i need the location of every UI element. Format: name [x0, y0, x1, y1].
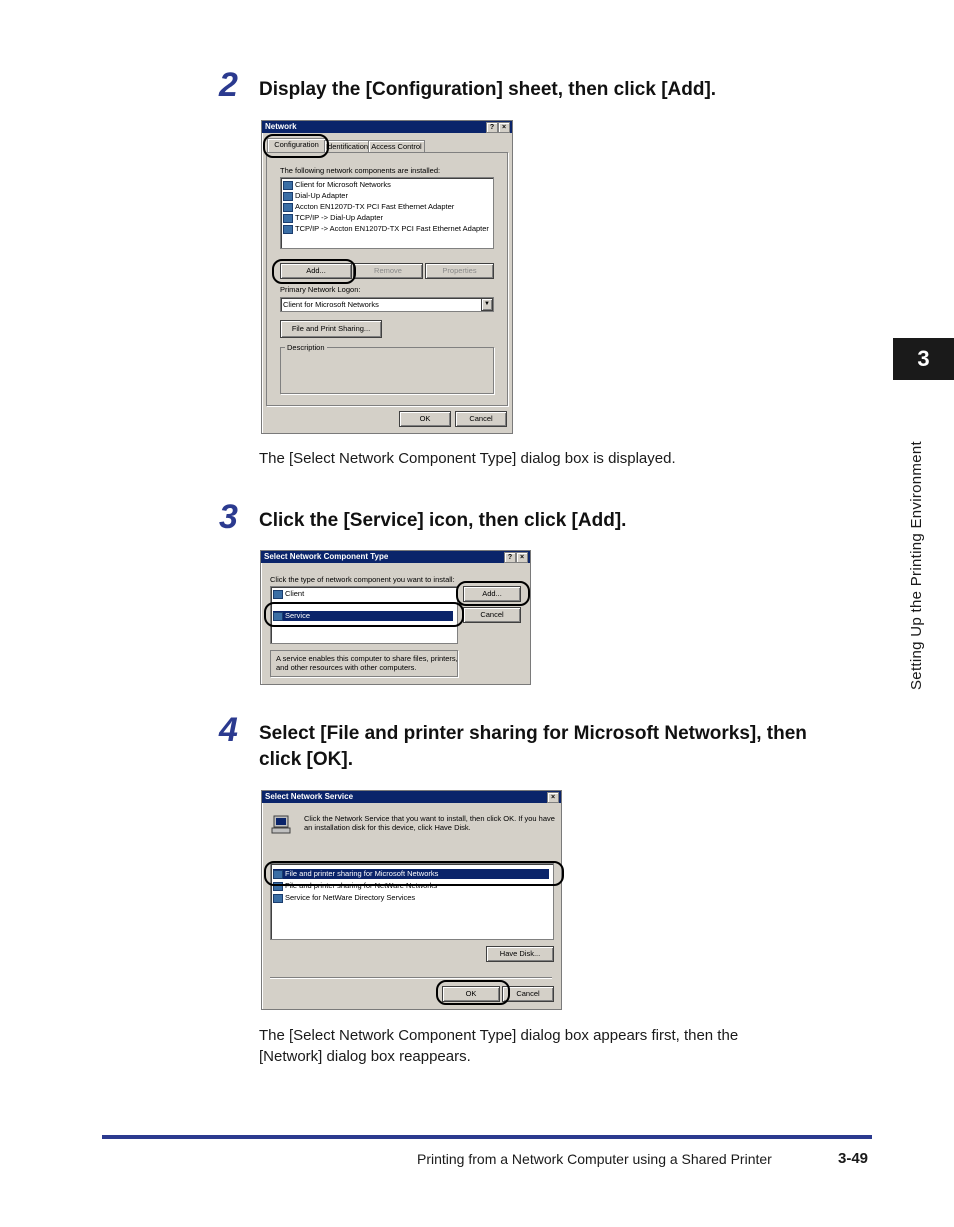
- protocol-icon: [283, 214, 293, 223]
- logon-value: Client for Microsoft Networks: [283, 300, 379, 309]
- step-result-text: The [Select Network Component Type] dialog box appears first, then the: [259, 1027, 739, 1044]
- add-button[interactable]: Add...: [280, 263, 352, 279]
- footer-section-title: Printing from a Network Computer using a Shared Printer: [417, 1151, 772, 1167]
- list-item[interactable]: Accton EN1207D-TX PCI Fast Ethernet Adapter: [283, 202, 454, 212]
- components-label: The following network components are installed:: [280, 166, 441, 175]
- remove-button[interactable]: Remove: [353, 263, 423, 279]
- have-disk-button[interactable]: Have Disk...: [486, 946, 554, 962]
- step-number: 4: [219, 711, 238, 749]
- list-item-client[interactable]: Client: [273, 589, 453, 599]
- ok-button[interactable]: OK: [442, 986, 500, 1002]
- step-title: Display the [Configuration] sheet, then click [Add].: [259, 79, 717, 100]
- dialog-title: Network: [265, 122, 297, 131]
- list-item[interactable]: TCP/IP -> Accton EN1207D-TX PCI Fast Ethernet Adapter: [283, 224, 489, 234]
- client-icon: [273, 590, 283, 599]
- list-item[interactable]: Client for Microsoft Networks: [283, 180, 391, 190]
- instruction-line: an installation disk for this device, click Have Disk.: [304, 823, 471, 832]
- highlight-file-printer-sharing: [264, 861, 564, 886]
- chevron-down-icon[interactable]: ▼: [481, 298, 493, 311]
- list-item[interactable]: TCP/IP -> Dial-Up Adapter: [283, 213, 383, 223]
- network-service-dialog: [261, 790, 562, 1010]
- chapter-number-tab: 3: [893, 338, 954, 380]
- dialog-titlebar: [261, 551, 530, 563]
- chapter-title-vertical: Setting Up the Printing Environment: [908, 441, 925, 690]
- tab-access-control[interactable]: Access Control: [368, 140, 425, 153]
- separator: [270, 977, 552, 978]
- components-list[interactable]: [280, 177, 494, 249]
- highlight-service-item: [264, 602, 464, 627]
- cancel-button[interactable]: Cancel: [502, 986, 554, 1002]
- file-print-sharing-button[interactable]: File and Print Sharing...: [280, 320, 382, 338]
- adapter-icon: [283, 203, 293, 212]
- cancel-button[interactable]: Cancel: [463, 607, 521, 623]
- properties-button[interactable]: Properties: [425, 263, 494, 279]
- highlight-configuration-tab: [263, 134, 329, 158]
- network-component-icon: [283, 181, 293, 190]
- description-label: Description: [287, 343, 325, 352]
- help-button[interactable]: ?: [504, 552, 516, 563]
- instruction-line: Click the Network Service that you want to install, then click OK. If you have: [304, 814, 555, 823]
- step-title: click [OK].: [259, 749, 353, 770]
- adapter-icon: [283, 192, 293, 201]
- step-result-text: The [Select Network Component Type] dialog box is displayed.: [259, 450, 676, 467]
- highlight-add-button: [456, 581, 530, 606]
- network-computer-icon: [270, 814, 292, 836]
- protocol-icon: [283, 225, 293, 234]
- close-button[interactable]: ×: [498, 122, 510, 133]
- list-item-netware-directory[interactable]: Service for NetWare Directory Services: [273, 893, 415, 903]
- tab-identification[interactable]: Identification: [325, 142, 369, 151]
- add-button[interactable]: Add...: [463, 586, 521, 602]
- ok-button[interactable]: OK: [399, 411, 451, 427]
- dialog-titlebar: [262, 791, 561, 803]
- close-button[interactable]: ×: [516, 552, 528, 563]
- close-button[interactable]: ×: [547, 792, 559, 803]
- description-line: and other resources with other computers.: [276, 663, 417, 672]
- list-item-service[interactable]: Service: [273, 611, 453, 621]
- step-title: Click the [Service] icon, then click [Add].: [259, 510, 627, 531]
- list-item-file-printer-sharing-ms[interactable]: File and printer sharing for Microsoft Networks: [273, 869, 549, 879]
- prompt-label: Click the type of network component you want to install:: [270, 575, 455, 584]
- step-result-text: [Network] dialog box reappears.: [259, 1048, 471, 1065]
- cancel-button[interactable]: Cancel: [455, 411, 507, 427]
- dialog-titlebar: [262, 121, 512, 133]
- step-number: 3: [219, 498, 238, 536]
- description-line: A service enables this computer to share files, printers,: [276, 654, 458, 663]
- page-number: 3-49: [838, 1150, 869, 1167]
- tab-configuration[interactable]: Configuration: [267, 138, 326, 153]
- step-title: Select [File and printer sharing for Microsoft Networks], then: [259, 723, 807, 744]
- step-number: 2: [219, 66, 238, 104]
- dialog-title: Select Network Component Type: [264, 552, 389, 561]
- description-group: [280, 347, 494, 394]
- highlight-add-button: [272, 259, 356, 284]
- list-item[interactable]: Dial-Up Adapter: [283, 191, 348, 201]
- logon-label: Primary Network Logon:: [280, 285, 361, 294]
- dialog-title: Select Network Service: [265, 792, 354, 801]
- logon-select[interactable]: [280, 297, 494, 312]
- list-item-file-printer-sharing-netware[interactable]: File and printer sharing for NetWare Networks: [273, 881, 437, 891]
- highlight-ok-button: [436, 980, 510, 1005]
- help-button[interactable]: ?: [486, 122, 498, 133]
- footer-rule: [102, 1135, 872, 1139]
- service-icon: [273, 894, 283, 903]
